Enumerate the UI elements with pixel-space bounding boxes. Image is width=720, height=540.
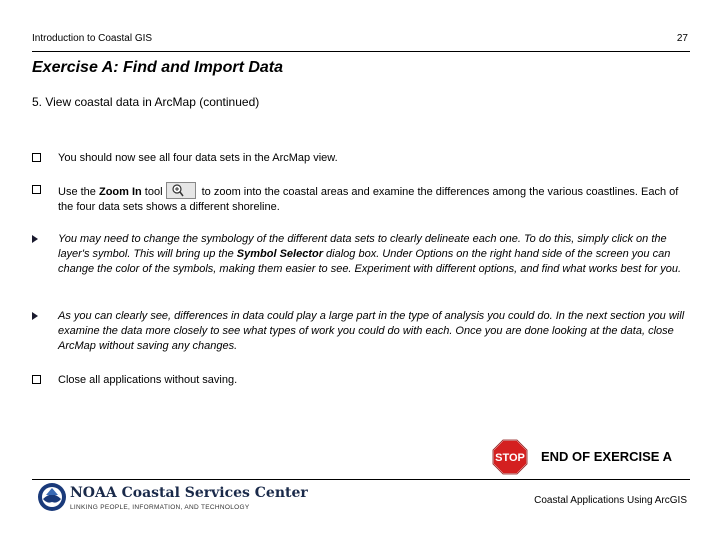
checkbox-bullet-icon [32, 185, 41, 194]
header-course-title: Introduction to Coastal GIS [32, 33, 153, 44]
header-divider [32, 51, 690, 52]
list-item [32, 182, 692, 215]
list-item [32, 309, 692, 354]
list-item-text: Use the Zoom In tool to zoom into the coastal areas and examine the differences among the various coastlines. Each of the four data sets shows a different shoreline. [58, 182, 692, 215]
symbol-selector-label: Symbol Selector [236, 248, 323, 260]
zoom-in-tool-icon [166, 182, 196, 199]
footer-divider [32, 479, 690, 480]
list-item [32, 232, 692, 277]
stop-sign-text: STOP [495, 452, 525, 464]
logo-title: NOAA Coastal Services Center [70, 485, 308, 501]
list-item-text: Close all applications without saving. [58, 374, 238, 386]
end-of-exercise-label: END OF EXERCISE A [541, 449, 672, 464]
list-item [32, 151, 692, 166]
section-subtitle: 5. View coastal data in ArcMap (continued) [32, 95, 260, 109]
list-item-text: You may need to change the symbology of the different data sets to clearly delineate each one. To do this, simply click on the layer's symbol. This will bring up the Symbol Selector dialog box. Under Options on the right hand side of the screen you can change the color of the symbols, making them easier to see. Experiment with different options, and find what works best for you. [58, 233, 682, 275]
list-item [32, 373, 692, 388]
logo-tagline: LINKING PEOPLE, INFORMATION, AND TECHNOLOGY [70, 504, 250, 511]
page-title: Exercise A: Find and Import Data [32, 59, 284, 76]
noaa-emblem-icon [37, 482, 67, 512]
arrow-bullet-icon [32, 312, 38, 320]
arrow-bullet-icon [32, 235, 38, 243]
list-item-text: As you can clearly see, differences in data could play a large part in the type of analysis you could do. In the next section you will examine the data more closely to see what types of work you could do with each. Once you are done looking at the data, close ArcMap without saving any changes. [58, 310, 685, 352]
footer-course-title: Coastal Applications Using ArcGIS [534, 495, 687, 506]
checkbox-bullet-icon [32, 153, 41, 162]
noaa-logo [37, 482, 308, 517]
checkbox-bullet-icon [32, 375, 41, 384]
page-number: 27 [676, 33, 688, 44]
list-item-text: You should now see all four data sets in the ArcMap view. [58, 152, 338, 164]
zoom-in-label: Zoom In [98, 186, 142, 198]
stop-sign-icon [492, 439, 528, 480]
